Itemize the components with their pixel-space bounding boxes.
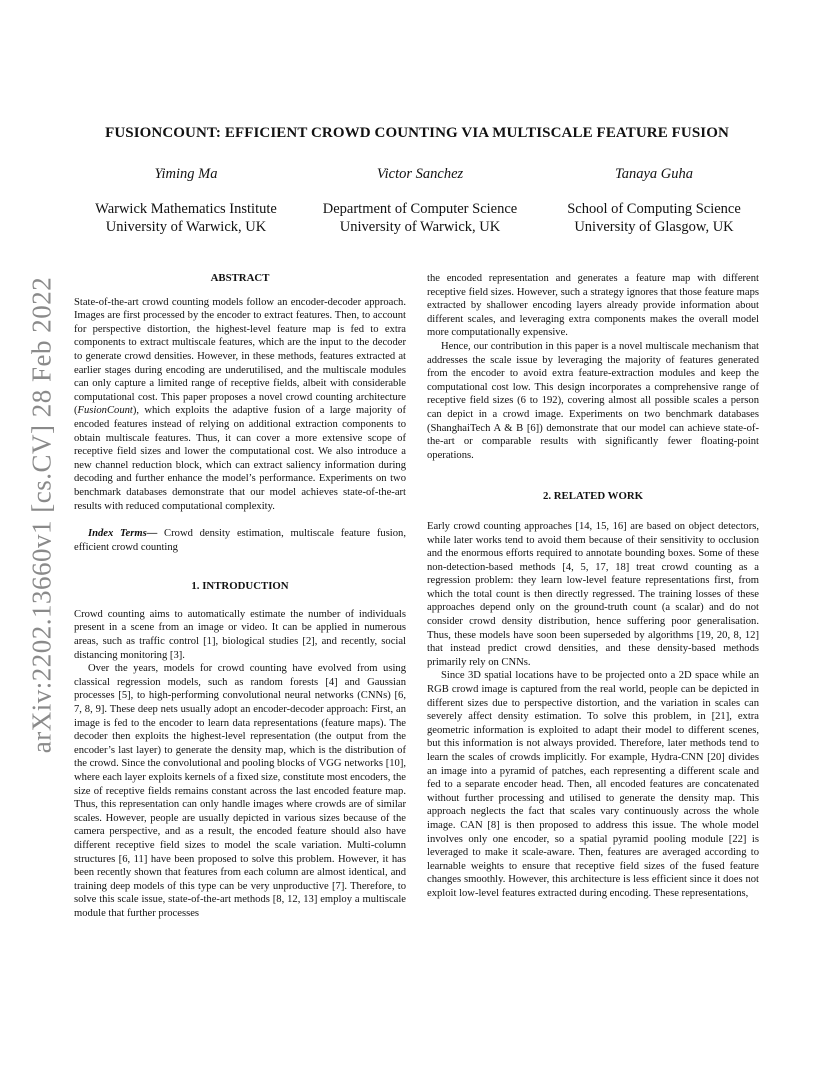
author-name: Victor Sanchez: [376, 166, 464, 182]
right-column: [427, 272, 759, 901]
author-affiliation: University of Glasgow, UK: [574, 219, 734, 235]
related-work-heading: 2. RELATED WORK: [542, 490, 644, 503]
author-2: [300, 165, 540, 236]
intro-paragraph-4: Hence, our contribution in this paper is a novel multiscale mechanism that addresses the scale issue by leveraging the majority of features generated from the encoder to avoid extra feature-extraction modules and keep the computational cost low. This design incorporates a comprehensive range of receptive field sizes (6 to 192), covering almost all possible scales a person can depict in a crowd image. Experiments on two benchmark databases (ShanghaiTech A & B [6]) demonstrate that our model can achieve state-of-the-art or comparable results with significantly fewer floating-point operations.: [427, 340, 759, 461]
left-column: [74, 272, 406, 921]
abstract-heading: ABSTRACT: [210, 272, 270, 284]
paper-title: FUSIONCOUNT: EFFICIENT CROWD COUNTING VIA MULTISCALE FEATURE FUSION: [105, 125, 729, 141]
author-affiliation: Warwick Mathematics Institute: [95, 201, 277, 217]
author-3: [534, 165, 774, 236]
arxiv-identifier: arXiv:2202.13660v1 [cs.CV] 28 Feb 2022: [26, 276, 57, 754]
author-affiliation: University of Warwick, UK: [105, 219, 267, 235]
abstract-text: State-of-the-art crowd counting models follow an encoder-decoder approach. Images are first processed by the encoder to extract features. Then, to account for perspective distortion, the highest-level feature map is fed to extra components to extract multiscale features, which are the input to the decoder to generate crowd densities. However, in these methods, features extracted at earlier stages during encoding are underutilised, and the multiscale modules can only capture a limited range of receptive fields, albeit with considerable computational cost. This paper proposes a novel crowd counting architecture (FusionCount), which exploits the adaptive fusion of a large majority of encoded features instead of relying on additional extraction components to obtain multiscale features. Thus, it can cover a more extensive scope of receptive field sizes and lower the computational cost. We also introduce a new channel reduction block, which can extract saliency information during decoding and further enhance the model’s performance. Experiments on two benchmark databases demonstrate that our model achieves state-of-the-art results with reduced computational complexity.: [74, 296, 406, 512]
introduction-heading: 1. INTRODUCTION: [191, 580, 289, 593]
intro-paragraph-2: Over the years, models for crowd counting have evolved from using classical regression models, such as random forests [4] and Gaussian processes [5], to high-performing convolutional neural networks (CNNs) [6, 7, 8, 9]. These deep nets usually adopt an encoder-decoder approach: First, an image is fed to the encoder to learn data representations (feature maps). The decoder then exploits the highest-level representation (the output from the encoder’s last layer) to generate the density map, which is the distribution of the crowd. Since the convolutional and pooling blocks of VGG networks [10], where each layer exploits kernels of a fixed size, constitute most encoders, the size of receptive fields remains constant across the last encoded feature map. Thus, this representation can only handle images where crowds are of similar scales. However, people are usually depicted in various sizes because of the camera perspective, and as a result, the encoded feature should also have different receptive field sizes to model the scale variation. Multi-column structures [6, 11] have been proposed to solve this problem. However, it has been recently shown that features from each column are almost identical, and training deep models of this type can be very unproductive [7]. Therefore, to solve this scale issue, state-of-the-art methods [8, 12, 13] employ a multiscale module that further processes: [74, 663, 406, 919]
author-1: [66, 165, 306, 236]
index-terms: Index Terms— Crowd density estimation, multiscale feature fusion, efficient crowd counting: [74, 528, 406, 553]
author-name: Yiming Ma: [154, 166, 218, 182]
author-name: Tanaya Guha: [614, 166, 693, 182]
author-affiliation: University of Warwick, UK: [339, 219, 501, 235]
related-paragraph-2: Since 3D spatial locations have to be projected onto a 2D space while an RGB crowd image is captured from the real world, people can be depicted in different sizes due to perspective distortion, and the variation in scales can severely affect density estimation. To solve this problem, in [21], extra geometric information is exploited to adapt their model to different scenes, but this information is not always provided. Therefore, later methods tend to learn the scales of crowds implicitly. For example, Hydra-CNN [20] divides an image into a pyramid of patches, each representing a different scale and fed to a separate encoder head. Then, all encoded features are concatenated without further processing and utilised to generate the density map. This approach neglects the fact that scales vary continuously across the whole image. CAN [8] is then proposed to address this issue. The whole model involves only one encoder, so a spatial pyramid pooling module [22] is leveraged to make it scale-aware. Then, features are averaged according to learnable weights to ensure that receptive field sizes of the fused feature changes smoothly. However, this architecture is less efficient since it does not exploit low-level features extracted during encoding. These representations,: [427, 670, 759, 899]
author-affiliation: Department of Computer Science: [322, 201, 518, 217]
related-paragraph-1: Early crowd counting approaches [14, 15, 16] are based on object detectors, while later works tend to avoid them because of their sensitivity to occlusion and the enormous efforts required to annotate bounding boxes. Some of these non-detection-based methods [4, 5, 17, 18] treat crowd counting as a regression problem: they learn low-level feature representations first, from which the total count is then directly regressed. The training losses of these approaches depend only on the ground-truth count (a scalar) and do not consider crowd density distribution, hence suffering poor generalisation. Thus, these models have soon been superseded by algorithms [19, 20, 8, 12] that instead predict crowd densities, and these density-based methods primarily rely on CNNs.: [427, 520, 759, 668]
intro-paragraph-1: Crowd counting aims to automatically estimate the number of individuals present in a scene from an image or video. It can be applied in numerous areas, such as traffic control [1], biological studies [2], and recently, social distancing monitoring [3].: [74, 608, 406, 661]
author-affiliation: School of Computing Science: [567, 201, 741, 217]
intro-paragraph-3: the encoded representation and generates a feature map with different receptive field sizes. However, such a strategy ignores that those feature maps extracted by shallower encoding layers already provide information about different scales, and leveraging extra components makes the overall model more computationally expensive.: [427, 273, 759, 339]
